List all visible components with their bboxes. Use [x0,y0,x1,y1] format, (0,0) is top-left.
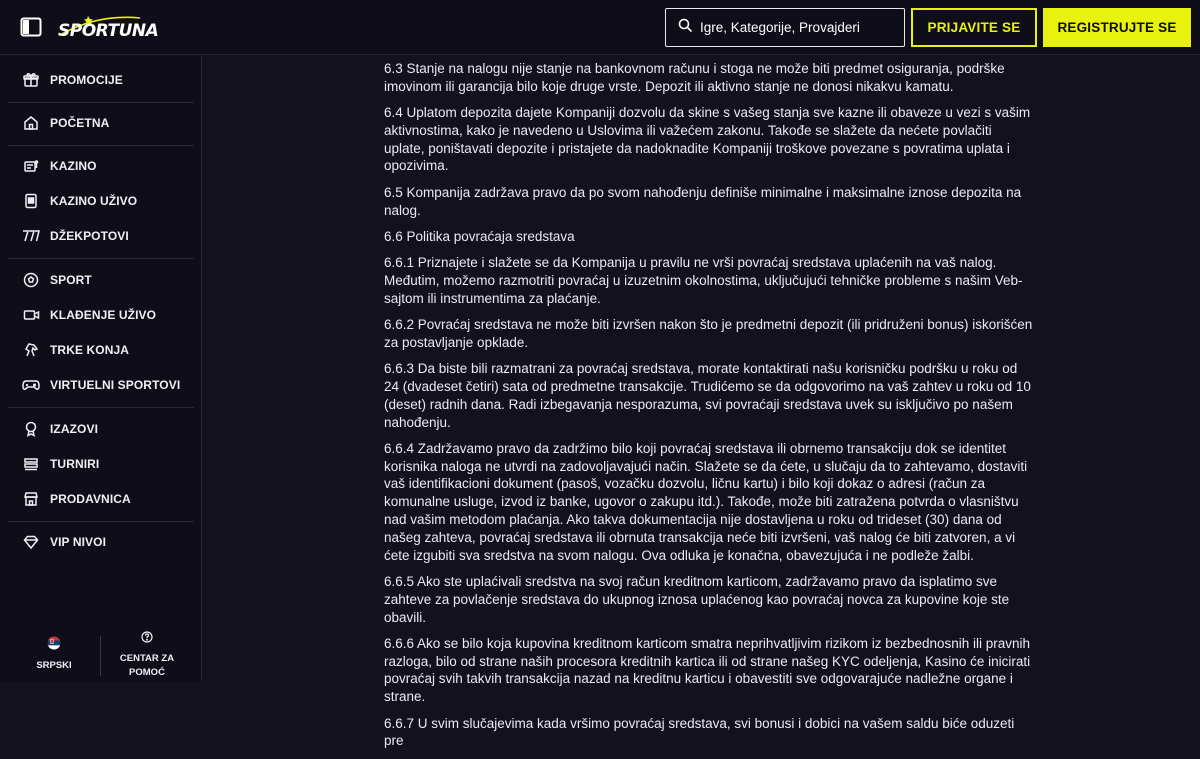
terms-paragraph-6-6-4: 6.6.4 Zadržavamo pravo da zadržimo bilo koji povraćaj sredstava ili obrnemo transakciju dok se identitet korisnika naloga ne utvrdi na zadovoljavajući način. Slažete se da ćete, u slučaju da to zahtevamo, dostaviti vaš identifikacioni dokument (pasoš, vozačku dozvolu, ličnu kartu) i bilo koji dokaz o adresi (račun za komunalne usluge, izvod iz banke, ugovor o zakupu itd.). Takođe, može biti zatražena potvrda o vlasništvu nad vašim metodom plaćanja. Ako takva dokumentacija nije dostavljena u roku od trideset (30) dana od našeg zahteva, povraćaj sredstava ili obrnuta transakcija neće biti izvršeni, vaš nalog će biti zatvoren, a vi ćete izgubiti sva sredstva na svom nalogu. Ova odluka je konačna, obavezujuća i ne podleže žalbi. [384,440,1028,563]
divider [8,258,194,259]
register-button[interactable]: REGISTRUJTE SE [1043,8,1191,47]
language-selector[interactable] [18,636,90,676]
sidebar-item-label: DŽEKPOTOVI [50,229,129,243]
terms-paragraph-6-6-1: 6.6.1 Priznajete i slažete se da Kompanija u pravilu ne vrši povraćaj sredstava uplaćenih na vaš nalog. Međutim, možemo razmotriti povraćaj u izuzetnim okolnostima, uključujući tehničke probleme s našim Veb-sajtom ili instrumentima za plaćanje. [384,255,1023,306]
soccer-ball-icon [22,271,40,289]
divider [8,145,194,146]
sidebar-item-kazino[interactable] [0,151,202,181]
terms-content [384,60,1034,759]
horse-icon [22,341,40,359]
language-label: SRPSKI [36,660,72,671]
shop-icon [22,490,40,508]
question-circle-icon [141,630,153,648]
divider [8,521,194,522]
logo[interactable] [58,12,159,42]
serbian-flag-icon [47,636,61,655]
sidebar-item-label: POČETNA [50,116,110,130]
search-input[interactable] [700,20,890,35]
top-header [0,0,1200,55]
sidebar-item-label: TURNIRI [50,457,100,471]
live-casino-icon [22,192,40,210]
gift-icon [22,71,40,89]
sidebar-item-label: VIRTUELNI SPORTOVI [50,378,181,392]
logo-text: SPORTUNA [58,21,159,41]
sidebar-item-turniri[interactable] [0,449,202,479]
terms-paragraph-6-6-7: 6.6.7 U svim slučajevima kada vršimo povraćaj sredstava, svi bonusi i dobici na vašem saldu biće oduzeti pre [384,715,1015,749]
sidebar-item-trke-konja[interactable] [0,335,202,365]
jackpot-icon [22,227,40,245]
sidebar-toggle-icon[interactable] [20,17,42,37]
sidebar-item-label: IZAZOVI [50,422,99,436]
gamepad-icon [22,376,40,394]
help-center-link[interactable] [104,630,190,680]
sidebar-item-label: KAZINO UŽIVO [50,194,138,208]
sidebar-item-pocetna[interactable] [0,108,202,138]
sidebar-item-promocije[interactable] [0,65,202,95]
divider [8,102,194,103]
trophy-icon [22,420,40,438]
divider [8,407,194,408]
terms-paragraph-6-3: 6.3 Stanje na nalogu nije stanje na bankovnom računu i stoga ne može biti predmet osiguranja, podrške imovinom ili garancija bilo koje druge vrste. Depozit ili aktivno stanje ne donosi nikakvu kamatu. [384,61,1005,94]
sidebar-item-label: VIP NIVOI [50,535,107,549]
sidebar-item-kladjenje-uzivo[interactable] [0,300,202,330]
diamond-icon [22,533,40,551]
sidebar-item-kazino-uzivo[interactable] [0,186,202,216]
sidebar-item-dzekpotovi[interactable] [0,221,202,251]
sidebar-item-virtuelni-sportovi[interactable] [0,370,202,400]
sidebar-item-label: KLAĐENJE UŽIVO [50,308,157,322]
sidebar-item-izazovi[interactable] [0,414,202,444]
sidebar-item-label: TRKE KONJA [50,343,130,357]
footer-divider [100,636,101,676]
sidebar-item-label: KAZINO [50,159,97,173]
search-icon [678,18,692,37]
search-box[interactable] [665,8,905,47]
help-line-2: POMOĆ [129,667,165,678]
sidebar-item-label: PROMOCIJE [50,73,123,87]
sidebar-item-label: SPORT [50,273,92,287]
terms-paragraph-6-4: 6.4 Uplatom depozita dajete Kompaniji dozvolu da skine s vašeg stanja sve kazne ili obaveze u vezi s vašim aktivnostima, kako je navedeno u Uslovima ili važećem zakonu. Takođe se slažete da nećete povlačiti uplate, poništavati depozite i pristajete da nadoknadite Kompaniji troškove povezane s povratima uplata i opozivima. [384,105,1031,174]
terms-paragraph-6-6-2: 6.6.2 Povraćaj sredstava ne može biti izvršen nakon što je predmetni depozit (ili pridruženi bonus) iskorišćen za postavljanje opklade. [384,317,1033,350]
terms-paragraph-6-6-5: 6.6.5 Ako ste uplaćivali sredstva na svoj račun kreditnom karticom, zadržavamo pravo da isplatimo sve zahteve za povlačenje sredstava do ukupnog iznosa uplaćenog kao povraćaj novca za kupovine koje ste obavili. [384,573,1010,625]
terms-heading-6-6: 6.6 Politika povraćaja sredstava [384,228,575,244]
help-center-label [120,652,174,680]
tournament-icon [22,455,40,473]
terms-paragraph-6-6-3: 6.6.3 Da biste bili razmatrani za povraćaj sredstava, morate kontaktirati našu korisničku podršku u roku od 24 (dvadeset četiri) sata od predmetne transakcije. Trudićemo se da odgovorimo na vaš zahtev u roku od 10 (deset) radnih dana. Radi izbegavanja nesporazuma, svi povraćaji sredstava uvek su isključivo po našem nahođenju. [384,361,1031,430]
terms-paragraph-6-5: 6.5 Kompanija zadržava pravo da po svom nahođenju definiše minimalne i maksimalne iznose depozita na nalog. [384,184,1022,218]
terms-paragraph-6-6-6: 6.6.6 Ako se bilo koja kupovina kreditnom karticom smatra neprihvatljivim rizikom iz bezbednosnih ili pravnih razloga, bilo od strane naših procesora kreditnih kartica ili od strane našeg KYC odeljenja, Kasino će inicirati povraćaj svih takvih transakcija nazad na kreditnu karticu i obavestiti sve odgovarajuće nadležne organe i strane. [384,635,1031,705]
sidebar-item-prodavnica[interactable] [0,484,202,514]
home-icon [22,114,40,132]
slot-machine-icon [22,157,40,175]
sidebar-item-vip-nivoi[interactable] [0,527,202,557]
sidebar-item-label: PRODAVNICA [50,492,131,506]
sidebar-item-sport[interactable] [0,265,202,295]
login-button[interactable]: PRIJAVITE SE [911,8,1037,47]
sidebar [0,56,202,682]
help-line-1: CENTAR ZA [119,653,175,664]
live-video-icon [22,306,40,324]
